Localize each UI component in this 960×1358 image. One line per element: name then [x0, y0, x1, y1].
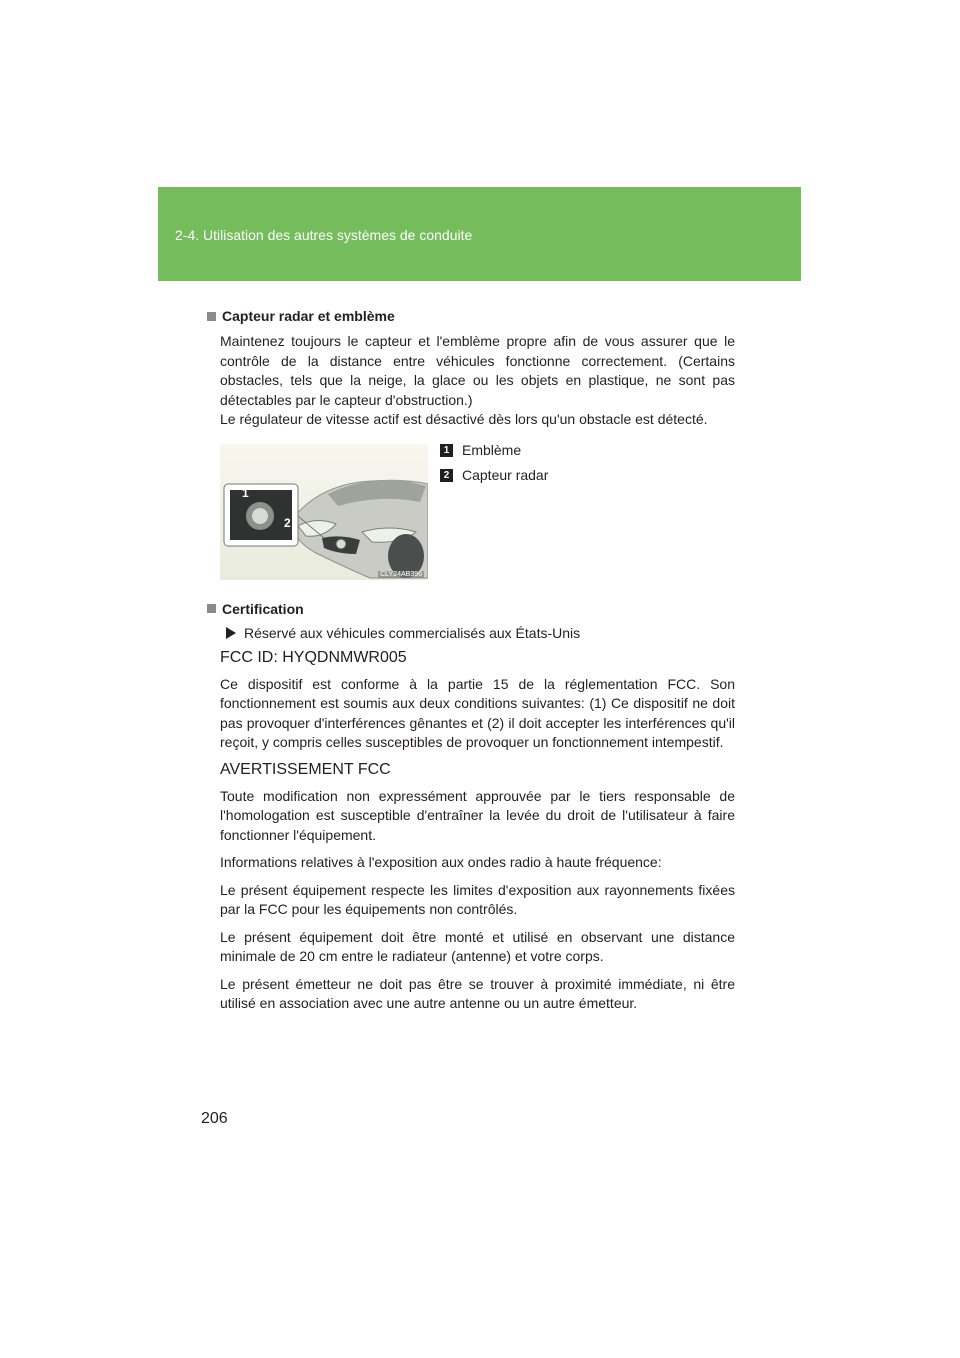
- figure-callout-2: 2: [284, 515, 291, 530]
- fcc-paragraph-3: Informations relatives à l'exposition aux ondes radio à haute fréquence:: [220, 854, 662, 870]
- us-only-note: [220, 625, 735, 641]
- legend-item-radar-sensor: [440, 463, 548, 488]
- fcc-paragraph-2: Toute modification non expressément approuvée par le tiers responsable de l'homologation est susceptible d'entraîner la levée du droit de l'utilisateur à faire fonctionner l'équipement.: [220, 787, 735, 843]
- radar-paragraph-1: Maintenez toujours le capteur et l'emblème propre afin de vous assurer que le contrôle de la distance entre véhicules fonctionne correctement. (Certains obstacles, tels que la neige, la glace ou les objets en plastique, ne sont pas détectables par le capteur d'obstruction.): [220, 333, 735, 408]
- fcc-warning-title: AVERTISSEMENT FCC: [220, 760, 391, 778]
- figure-callout-1: 1: [242, 485, 249, 500]
- car-illustration: [220, 444, 428, 580]
- legend-label-emblem: Emblème: [462, 442, 522, 458]
- section-title-certification: Certification: [222, 600, 304, 617]
- fcc-id: FCC ID: HYQDNMWR005: [220, 648, 407, 666]
- fcc-paragraph-4: Le présent équipement respecte les limites d'exposition aux rayonnements fixées par la FCC pour les équipements non contrôlés.: [220, 881, 735, 917]
- page-content: [207, 308, 735, 1022]
- page-number: 206: [201, 1110, 228, 1127]
- square-bullet-icon: [207, 604, 216, 613]
- fcc-paragraph-5: Le présent équipement doit être monté et utilisé en observant une distance minimale de 20 cm entre le radiateur (antenne) et votre corps.: [220, 928, 735, 964]
- number-1-icon: 1: [440, 444, 453, 457]
- us-only-note-text: Réservé aux véhicules commercialisés aux États-Unis: [244, 624, 581, 641]
- arrow-right-icon: [226, 627, 236, 639]
- figure-code: CLY24AB396: [380, 570, 422, 578]
- legend-item-emblem: [440, 438, 548, 463]
- section-heading-radar: [207, 308, 735, 324]
- legend-label-radar-sensor: Capteur radar: [462, 467, 549, 483]
- radar-paragraph-2: Le régulateur de vitesse actif est désactivé dès lors qu'un obstacle est détecté.: [220, 411, 708, 427]
- section-title-radar: Capteur radar et emblème: [222, 308, 395, 324]
- section-header-band: [158, 187, 801, 281]
- figure-row: [220, 444, 735, 587]
- figure-legend: [440, 438, 548, 587]
- car-drawing-icon: [220, 444, 428, 580]
- number-2-icon: 2: [440, 469, 453, 482]
- header-title: 2-4. Utilisation des autres systèmes de conduite: [175, 227, 473, 243]
- section-heading-certification: [207, 601, 735, 617]
- fcc-paragraph-1: Ce dispositif est conforme à la partie 15 de la réglementation FCC. Son fonctionnement est soumis aux deux conditions suivantes: (1) Ce dispositif ne doit pas provoquer d'interférences gênantes et (2) il doit accepter les interférences qu'il reçoit, y compris celles susceptibles de provoquer un fonctionnement intempestif.: [220, 675, 735, 750]
- square-bullet-icon: [207, 312, 216, 321]
- fcc-paragraph-6: Le présent émetteur ne doit pas être se trouver à proximité immédiate, ni être utilisé en association avec une autre antenne ou un autre émetteur.: [220, 975, 735, 1011]
